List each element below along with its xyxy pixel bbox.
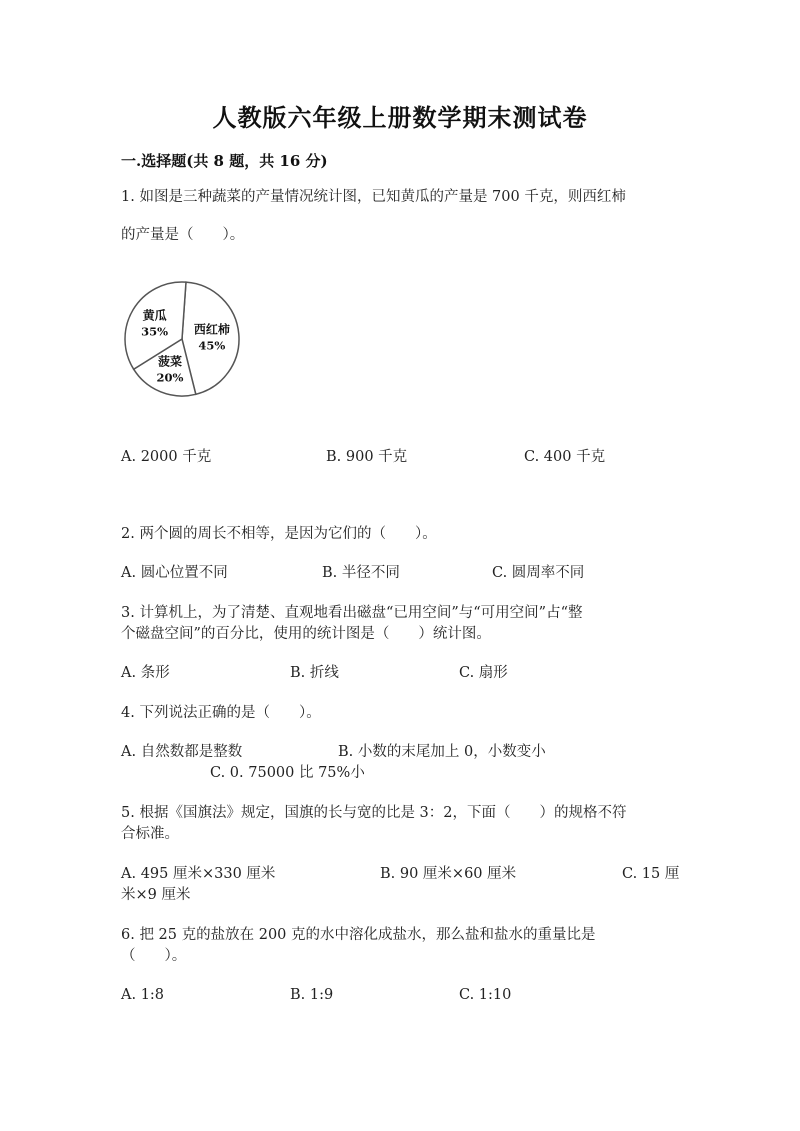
question-1-text-line2: 的产量是（ ）。	[121, 227, 245, 243]
question-6-option-c[interactable]: C. 1:10	[459, 987, 512, 1003]
section-heading: 一.选择题(共 8 题，共 16 分)	[121, 152, 328, 170]
pie-chart	[118, 278, 258, 408]
question-3-option-a[interactable]: A. 条形	[121, 665, 170, 681]
pie-label-value-2: 35%	[141, 324, 169, 339]
question-3-option-b[interactable]: B. 折线	[290, 665, 339, 681]
question-2-option-a[interactable]: A. 圆心位置不同	[121, 565, 228, 581]
question-6-text-line1: 6. 把 25 克的盐放在 200 克的水中溶化成盐水，那么盐和盐水的重量比是	[121, 927, 596, 943]
question-4-text: 4. 下列说法正确的是（ ）。	[121, 705, 321, 721]
question-1-option-b[interactable]: B. 900 千克	[326, 449, 408, 465]
question-1-option-a[interactable]: A. 2000 千克	[121, 449, 212, 465]
pie-label-name-1: 菠菜	[158, 354, 183, 369]
page-title: 人教版六年级上册数学期末测试卷	[212, 103, 588, 132]
question-5-option-c-continued: 米×9 厘米	[121, 887, 191, 903]
question-5-text-line1: 5. 根据《国旗法》规定，国旗的长与宽的比是 3：2，下面（ ）的规格不符	[121, 805, 627, 821]
pie-label-name-0: 西红柿	[193, 322, 230, 337]
question-3-text-line2: 个磁盘空间”的百分比，使用的统计图是（ ）统计图。	[121, 626, 491, 642]
question-3-option-c[interactable]: C. 扇形	[459, 665, 508, 681]
question-1-text-line1: 1. 如图是三种蔬菜的产量情况统计图，已知黄瓜的产量是 700 千克，则西红柿	[121, 189, 626, 205]
pie-label-value-1: 20%	[156, 370, 184, 385]
question-6-option-a[interactable]: A. 1:8	[121, 987, 165, 1003]
question-4-option-c[interactable]: C. 0. 75000 比 75%小	[210, 765, 365, 781]
pie-label-name-2: 黄瓜	[142, 308, 167, 323]
question-6-text-line2: （ ）。	[121, 948, 187, 964]
question-5-option-b[interactable]: B. 90 厘米×60 厘米	[380, 866, 517, 882]
question-1-option-c[interactable]: C. 400 千克	[524, 449, 606, 465]
pie-label-value-0: 45%	[198, 338, 226, 353]
question-2-text: 2. 两个圆的周长不相等，是因为它们的（ ）。	[121, 526, 437, 542]
question-5-text-line2: 合标准。	[121, 826, 179, 842]
question-2-option-b[interactable]: B. 半径不同	[322, 565, 400, 581]
question-5-option-c[interactable]: C. 15 厘	[622, 866, 680, 882]
question-6-option-b[interactable]: B. 1:9	[290, 987, 334, 1003]
question-2-option-c[interactable]: C. 圆周率不同	[492, 565, 585, 581]
question-3-text-line1: 3. 计算机上，为了清楚、直观地看出磁盘“已用空间”与“可用空间”占“整	[121, 605, 583, 621]
question-5-option-a[interactable]: A. 495 厘米×330 厘米	[121, 866, 276, 882]
question-4-option-b[interactable]: B. 小数的末尾加上 0，小数变小	[338, 744, 546, 760]
question-4-option-a[interactable]: A. 自然数都是整数	[121, 744, 243, 760]
